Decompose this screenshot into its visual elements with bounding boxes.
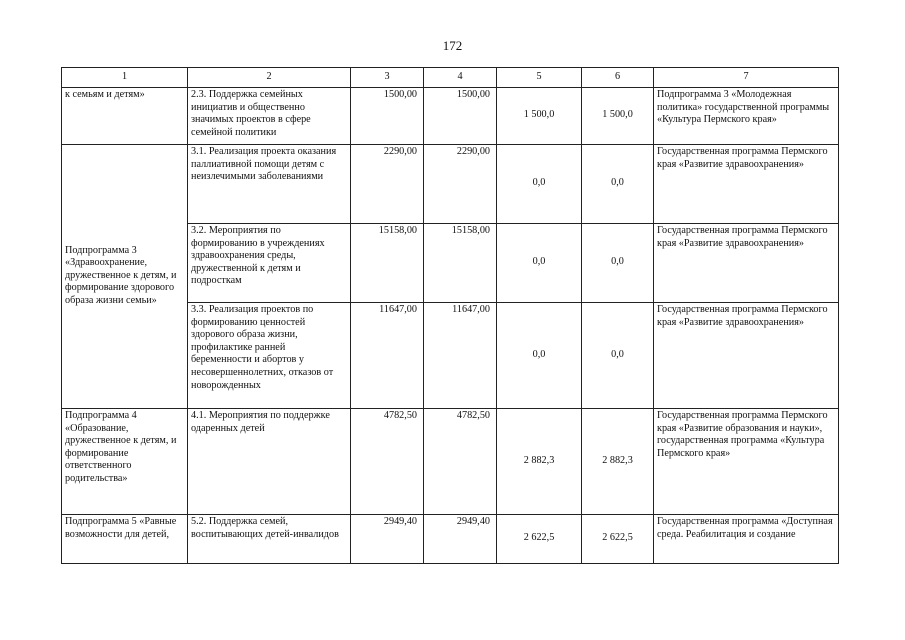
program-cell: Государственная программа Пермского края «Развитие здравоохранения» [654, 303, 839, 409]
value-cell: 1500,00 [351, 88, 424, 145]
activity-cell: 5.2. Поддержка семей, воспитывающих детей-инвалидов [188, 515, 351, 564]
program-cell: Государственная программа «Доступная среда. Реабилитация и создание [654, 515, 839, 564]
program-cell: Подпрограмма 3 «Молодежная политика» государственной программы «Культура Пермского края» [654, 88, 839, 145]
column-header: 6 [582, 68, 654, 88]
page-number: 172 [442, 38, 463, 53]
value-cell: 2 882,3 [497, 409, 582, 515]
program-cell: Государственная программа Пермского края «Развитие здравоохранения» [654, 224, 839, 303]
value-cell: 0,0 [582, 303, 654, 409]
subprogram-cell: Подпрограмма 5 «Равные возможности для детей, [62, 515, 188, 564]
value-cell: 2290,00 [424, 145, 497, 224]
table-row [62, 145, 839, 224]
value-cell: 2949,40 [351, 515, 424, 564]
value-cell: 0,0 [497, 145, 582, 224]
value-cell: 1 500,0 [497, 88, 582, 145]
subprogram-cell: к семьям и детям» [62, 88, 188, 145]
value-cell: 0,0 [497, 224, 582, 303]
value-cell: 2 882,3 [582, 409, 654, 515]
value-cell: 11647,00 [351, 303, 424, 409]
activity-cell: 2.3. Поддержка семейных инициатив и общественно значимых проектов в сфере семейной политики [188, 88, 351, 145]
value-cell: 0,0 [582, 145, 654, 224]
column-header: 5 [497, 68, 582, 88]
data-table [61, 67, 839, 564]
table-row [62, 409, 839, 515]
activity-cell: 3.3. Реализация проектов по формированию ценностей здорового образа жизни, профилактике ранней беременности и абортов у несовершеннолетних, отказов от новорожденных [188, 303, 351, 409]
value-cell: 1500,00 [424, 88, 497, 145]
value-cell: 2949,40 [424, 515, 497, 564]
column-header: 7 [654, 68, 839, 88]
value-cell: 2 622,5 [582, 515, 654, 564]
activity-cell: 3.2. Мероприятия по формированию в учреждениях здравоохранения среды, дружественной к детям и подросткам [188, 224, 351, 303]
activity-cell: 3.1. Реализация проекта оказания паллиативной помощи детям с неизлечимыми заболеваниями [188, 145, 351, 224]
value-cell: 15158,00 [424, 224, 497, 303]
program-cell: Государственная программа Пермского края «Развитие здравоохранения» [654, 145, 839, 224]
value-cell: 15158,00 [351, 224, 424, 303]
table-row [62, 515, 839, 564]
table-row [62, 88, 839, 145]
value-cell: 0,0 [497, 303, 582, 409]
value-cell: 11647,00 [424, 303, 497, 409]
value-cell: 2 622,5 [497, 515, 582, 564]
value-cell: 2290,00 [351, 145, 424, 224]
column-header: 3 [351, 68, 424, 88]
value-cell: 4782,50 [424, 409, 497, 515]
header-row [62, 68, 839, 88]
value-cell: 4782,50 [351, 409, 424, 515]
subprogram-cell: Подпрограмма 4 «Образование, дружественное к детям, и формирование ответственного родительства» [62, 409, 188, 515]
value-cell: 0,0 [582, 224, 654, 303]
column-header: 2 [188, 68, 351, 88]
program-cell: Государственная программа Пермского края «Развитие образования и науки», государственная программа «Культура Пермского края» [654, 409, 839, 515]
activity-cell: 4.1. Мероприятия по поддержке одаренных детей [188, 409, 351, 515]
subprogram-cell: Подпрограмма 3 «Здравоохранение, дружественное к детям, и формирование здорового образа жизни семьи» [62, 145, 188, 409]
column-header: 1 [62, 68, 188, 88]
column-header: 4 [424, 68, 497, 88]
value-cell: 1 500,0 [582, 88, 654, 145]
